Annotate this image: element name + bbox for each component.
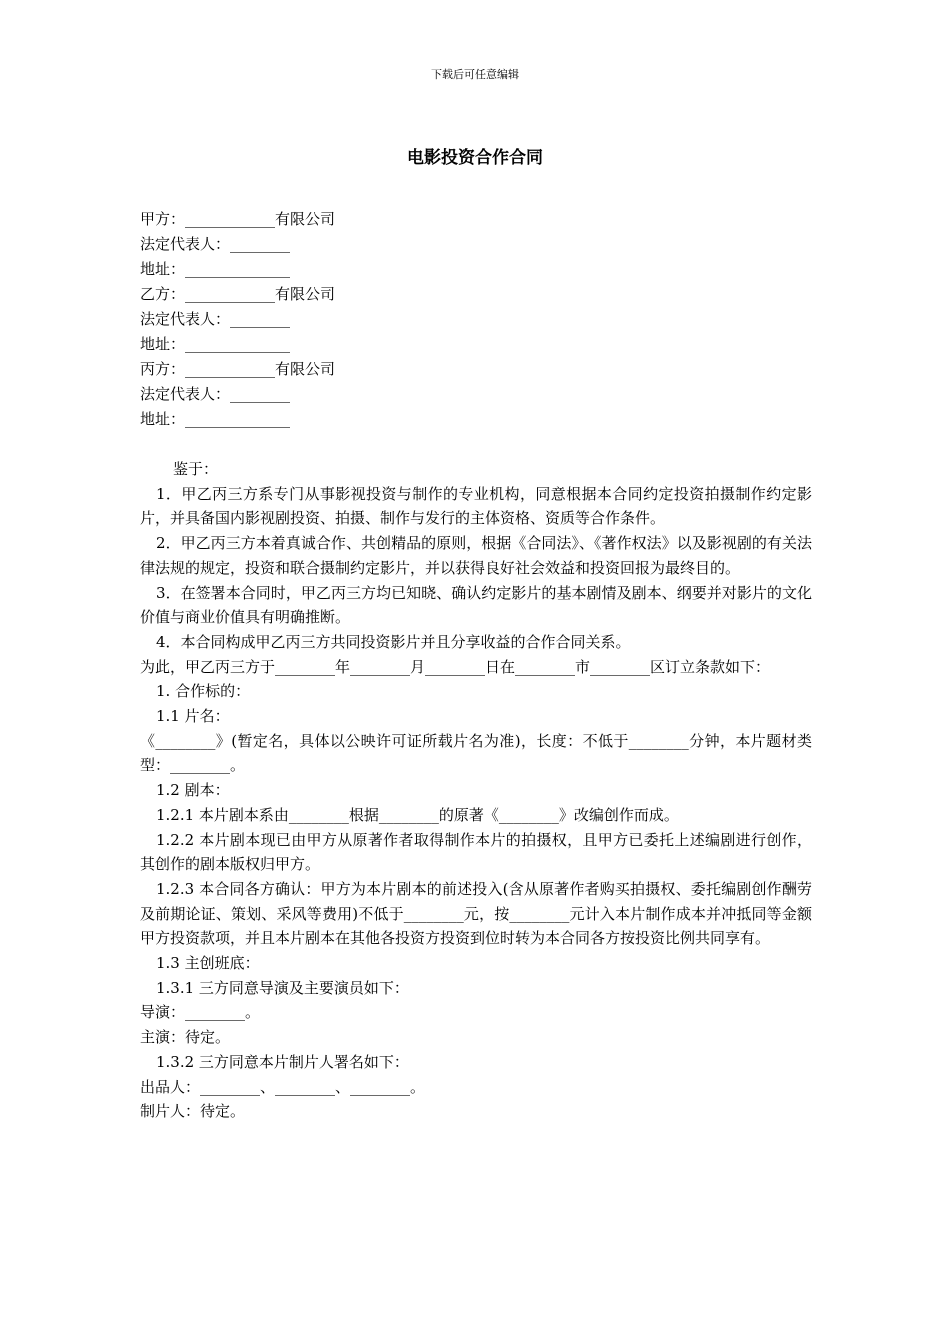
agreement-intro: 为此，甲乙丙三方于________年________月________日在________市________区订立条款如下： (140, 657, 771, 676)
recital-1: 1．甲乙丙三方系专门从事影视投资与制作的专业机构，同意根据本合同约定投资拍摄制作约定影片，并具备国内影视剧投资、拍摄、制作与发行的主体资格、资质等合作条件。 (140, 484, 812, 528)
document-title: 电影投资合作合同 (407, 148, 543, 168)
party-b-name: 乙方：____________有限公司 (140, 285, 336, 303)
section-1-2-3: 1.2.3 本合同各方确认：甲方为本片剧本的前述投入(含从原著作者购买拍摄权、委托编剧创作酬劳及前期论证、策划、采风等费用)不低于________元，按________元计入本片制作成本并冲抵同等金额甲方投资款项，并且本片剧本在其他各投资方投资到位时转为本合同各方按投资比例共同享有。 (140, 879, 812, 948)
section-1-3-heading: 1.3 主创班底： (156, 954, 260, 973)
whereas-heading: 鉴于： (173, 460, 219, 478)
recital-3: 3．在签署本合同时，甲乙丙三方均已知晓、确认约定影片的基本剧情及剧本、纲要并对影片的文化价值与商业价值具有明确推断。 (140, 583, 812, 627)
parties-block (140, 207, 820, 432)
header-note: 下载后可任意编辑 (431, 68, 519, 81)
section-1-2-heading: 1.2 剧本： (156, 781, 230, 800)
party-c-name: 丙方：____________有限公司 (140, 360, 336, 378)
party-c-address: 地址：______________ (140, 410, 291, 428)
lead-actors-line: 主演：待定。 (140, 1028, 231, 1047)
recital-4: 4．本合同构成甲乙丙三方共同投资影片并且分享收益的合作合同关系。 (156, 632, 631, 651)
section-1-3-2: 1.3.2 三方同意本片制片人署名如下： (156, 1052, 409, 1071)
party-a-representative: 法定代表人：________ (140, 235, 291, 253)
recital-2: 2．甲乙丙三方本着真诚合作、共创精品的原则，根据《合同法》、《著作权法》以及影视剧的有关法律法规的规定，投资和联合摄制约定影片，并以获得良好社会效益和投资回报为最终目的。 (140, 534, 812, 577)
section-1-2-1: 1.2.1 本片剧本系由________根据________的原著《________》改编创作而成。 (156, 805, 679, 824)
party-a-address: 地址：______________ (140, 260, 291, 278)
section-1-3-1: 1.3.1 三方同意导演及主要演员如下： (156, 978, 409, 997)
contract-body (140, 457, 812, 1124)
party-a-name: 甲方：____________有限公司 (140, 210, 336, 228)
section-1-2-2: 1.2.2 本片剧本现已由甲方从原著作者取得制作本片的拍摄权，且甲方已委托上述编剧进行创作，其创作的剧本版权归甲方。 (140, 830, 812, 874)
party-b-address: 地址：______________ (140, 335, 291, 353)
party-b-representative: 法定代表人：________ (140, 310, 291, 328)
section-1-1-text: 《________》(暂定名，具体以公映许可证所载片名为准)，长度：不低于________分钟，本片题材类型：________。 (140, 731, 812, 775)
section-1-1-heading: 1.1 片名： (156, 707, 230, 726)
director-line: 导演：________。 (140, 1003, 261, 1022)
producers-line: 出品人：________、________、________。 (140, 1077, 426, 1096)
line-producer-line: 制片人：待定。 (140, 1102, 246, 1121)
section-1-heading: 1. 合作标的： (156, 682, 251, 701)
party-c-representative: 法定代表人：________ (140, 385, 291, 403)
